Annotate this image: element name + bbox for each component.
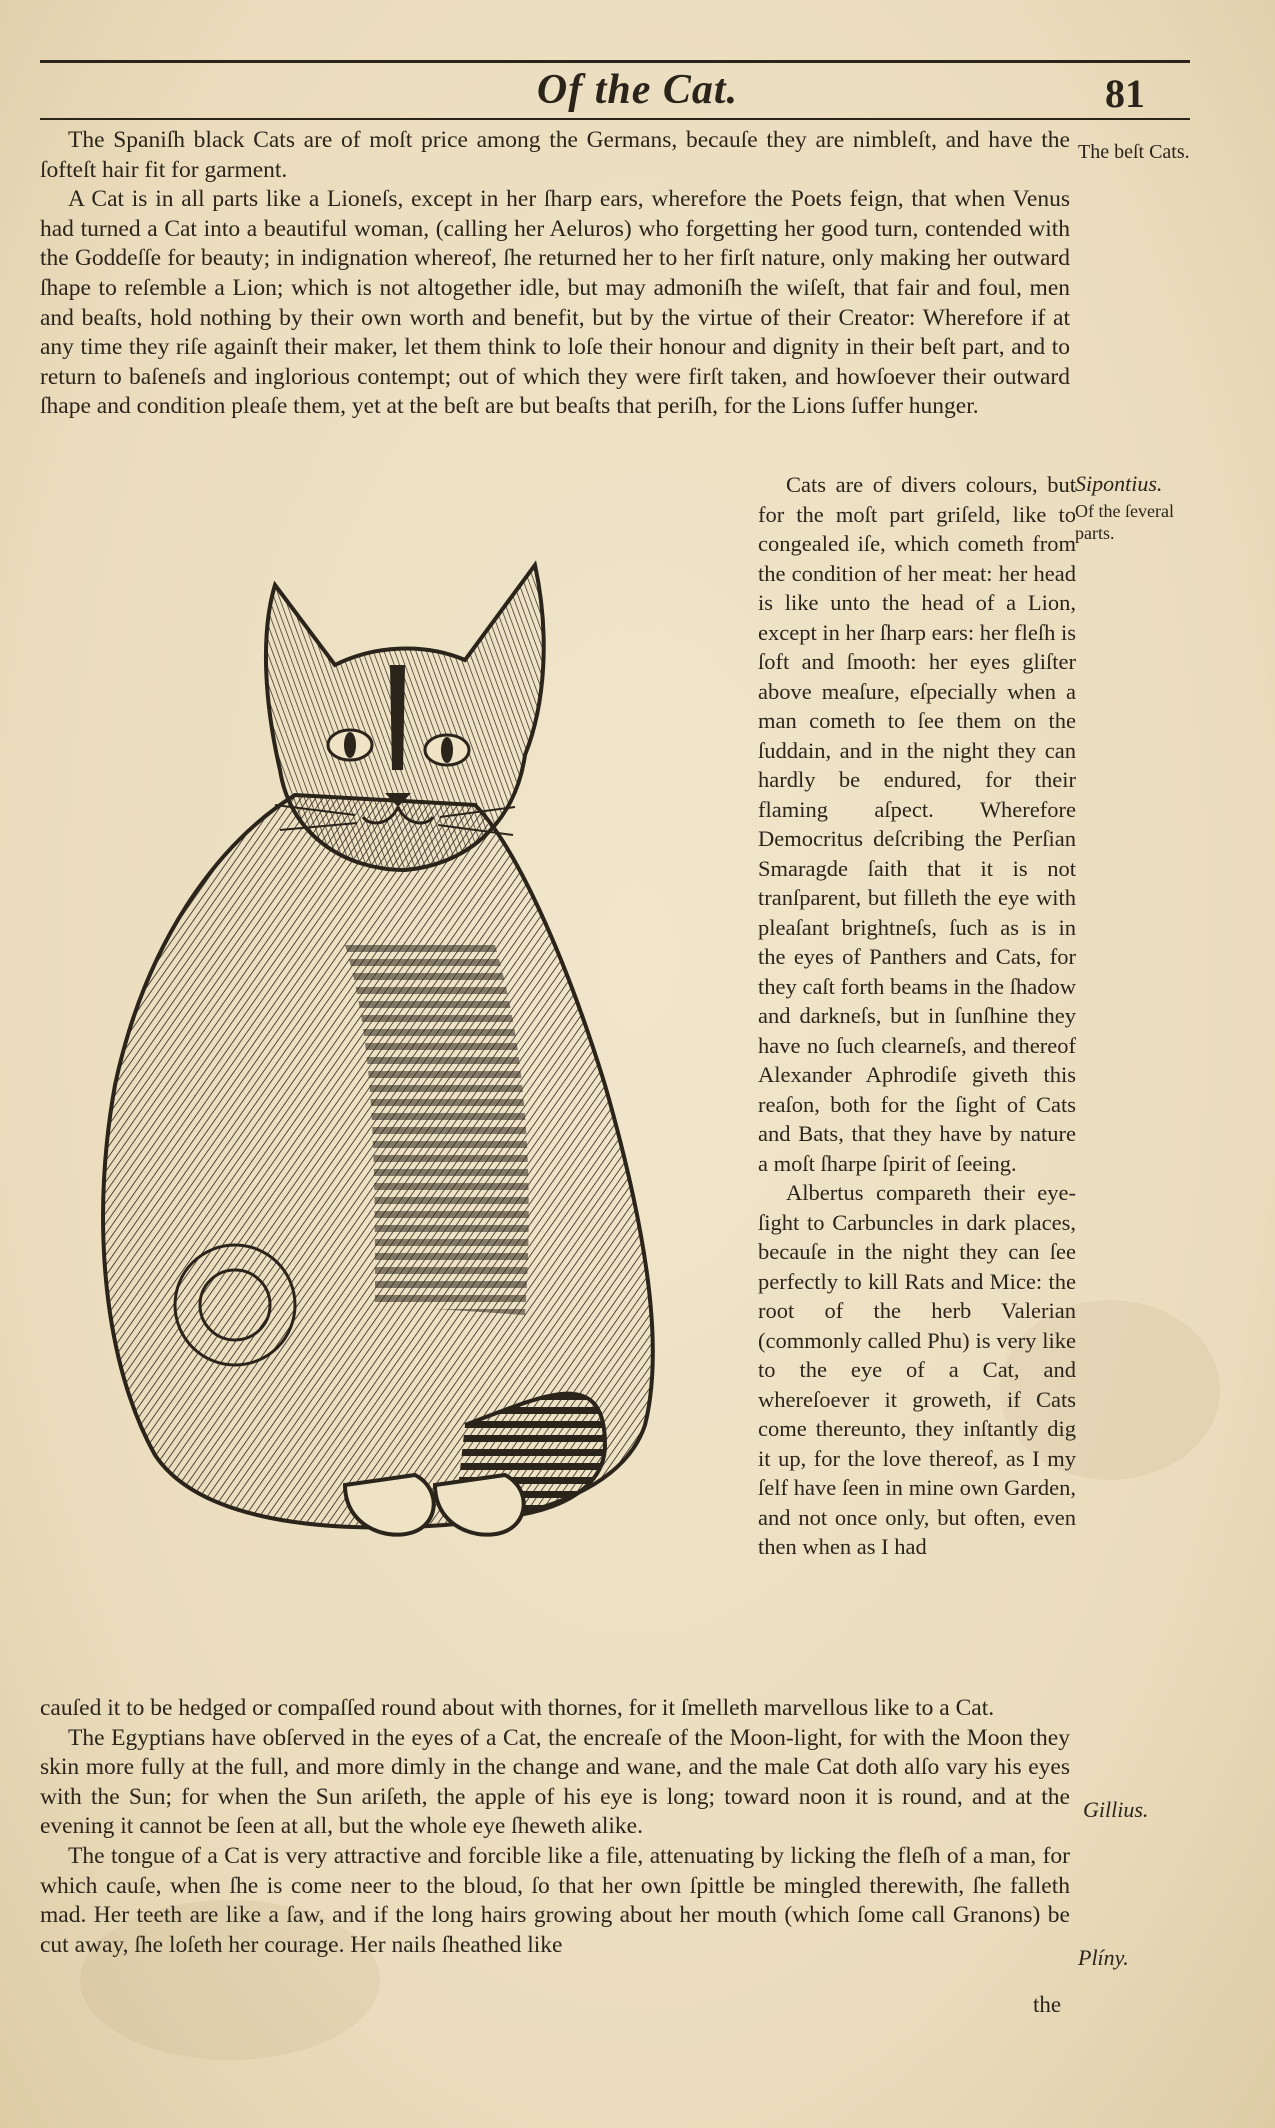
cat-forehead-stripe xyxy=(390,665,405,770)
body-text-top xyxy=(40,126,1070,422)
paragraph: The Spaniſh black Cats are of moſt price among the Germans, becauſe they are nimbleſt, and have the ſofteſt hair fit for garment. xyxy=(40,127,1070,183)
cat-left-pupil xyxy=(344,732,356,758)
cat-woodcut-illustration xyxy=(45,525,735,1565)
page-number: 81 xyxy=(1105,71,1145,116)
margin-note-pliny: Plíny. xyxy=(1078,1945,1129,1970)
catchword: the xyxy=(1033,1992,1062,2017)
paragraph: Cats are of divers colours, but for the moſt part griſeld, like to congealed iſe, which cometh from the condition of her meat: her head is like unto the head of a Lion, except in her ſharp ears: her fleſh is ſoft and ſmooth: her eyes gliſter above meaſure, eſpecially when a man cometh to ſee them on the ſuddain, and in the night they can hardly be endured, for their flaming aſpect. Wherefore Democritus deſcribing the Perſian Smaragde ſaith that it is not tranſparent, but filleth the eye with pleaſant brightneſs, ſuch as is in the eyes of Panthers and Cats, for they caſt forth beams in the ſhadow and darkneſs, but in ſunſhine they have no ſuch clearneſs, and thereof Alexander Aphrodiſe giveth this reaſon, both for the ſight of Cats and Bats, that they have by nature a moſt ſharpe ſpirit of ſeeing. xyxy=(758,472,1076,1176)
header-rule-top xyxy=(40,60,1190,63)
margin-note-sipontius: Sipontius. xyxy=(1075,471,1163,496)
paragraph: Albertus compareth their eye-ſight to Carbuncles in dark places, becauſe in the night they can ſee perfectly to kill Rats and Mice: the root of the herb Valerian (commonly called Phu) is very like to the eye of a Cat, and whereſoever it groweth, if Cats come thereunto, they inſtantly dig it up, for the love thereof, as I my ſelf have ſeen in mine own Garden, and not once only, but often, even then when as I had xyxy=(758,1180,1076,1559)
paragraph: The Egyptians have obſerved in the eyes of a Cat, the encreaſe of the Moon-light, for with the Moon they skin more fully at the full, and more dimly in the change and wane, and the male Cat doth alſo vary his eyes with the Sun; for when the Sun ariſeth, the apple of his eye is long; toward noon it is round, and at the evening it cannot be ſeen at all, but the whole eye ſheweth alike. xyxy=(40,1724,1070,1840)
margin-note-best-cats: The beſt Cats. xyxy=(1078,141,1190,163)
header-rule-bottom xyxy=(40,118,1190,120)
running-title: Of the Cat. xyxy=(536,67,739,113)
cat-head-shape xyxy=(266,565,544,870)
margin-note-several-parts: Of the ſeveral parts. xyxy=(1075,501,1174,543)
margin-note-gillius: Gillius. xyxy=(1083,1797,1149,1822)
cat-right-pupil xyxy=(441,737,453,763)
paragraph: A Cat is in all parts like a Lioneſs, except in her ſharp ears, wherefore the Poets feign, that when Venus had turned a Cat into a beautiful woman, (calling her Aeluros) who forgetting her good turn, contended with the Goddeſſe for beauty; in indignation whereof, ſhe returned her to her firſt nature, only making her outward ſhape to reſemble a Lion; which is not altogether idle, but may admoniſh the wiſeſt, that fair and foul, men and beaſts, hold nothing by their own worth and benefit, but by the virtue of their Creator: Wherefore if at any time they riſe againſt their maker, let them think to loſe their honour and dignity in their beſt part, and to return to baſeneſs and inglorious contempt; out of which they were firſt taken, and howſoever their outward ſhape and condition pleaſe them, yet at the beſt are but beaſts that periſh, for the Lions ſuffer hunger. xyxy=(40,186,1070,420)
body-text-bottom xyxy=(40,1694,1070,1960)
paragraph: The tongue of a Cat is very attractive and forcible like a file, attenuating by licking the fleſh of a man, for which cauſe, when ſhe is come neer to the bloud, ſo that her own ſpittle be mingled therewith, ſhe falleth mad. Her teeth are like a ſaw, and if the long hairs growing about her mouth (which ſome call Granons) be cut away, ſhe loſeth her courage. Her nails ſheathed like xyxy=(40,1842,1070,1958)
body-text-right-column xyxy=(758,470,1076,1562)
paragraph: cauſed it to be hedged or compaſſed round about with thornes, for it ſmelleth marvellous like to a Cat. xyxy=(40,1695,995,1721)
